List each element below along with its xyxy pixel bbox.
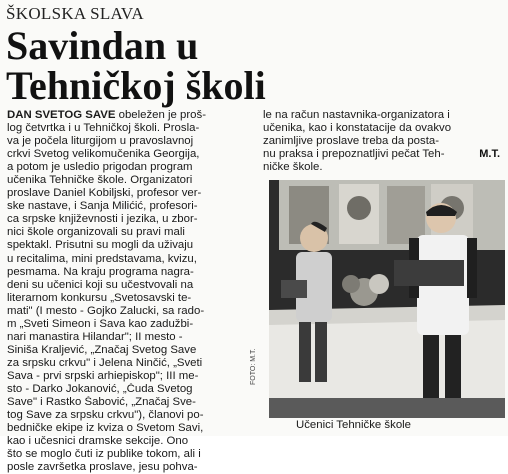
photo-caption: Učenici Tehničke škole [296, 419, 412, 431]
article-text: spektakl. Prisutni su mogli da uživaju [7, 239, 194, 252]
article-text: ca srpske književnosti i jezika, u zbor- [7, 213, 198, 226]
article-text: bedničke ekipe iz kviza o Svetom Savi, [7, 422, 204, 435]
article-text-line [7, 187, 257, 200]
article-text-line: učenika, kao i konstatacije da ovakvo [263, 122, 452, 135]
article-lead: DAN SVETOG SAVE [7, 109, 116, 121]
article-text-line [7, 318, 257, 331]
article-text-line [7, 148, 257, 161]
article-text-line: zanimljive proslave treba da posta- [263, 135, 440, 148]
article-text-line [7, 109, 257, 122]
article-text-line: le na račun nastavnika-organizatora i [263, 109, 450, 121]
article-text: crkvi Svetog velikomučenika Georgija, [7, 148, 200, 161]
article-text-line: nu praksa i prepoznatljivi pečat Teh- [263, 148, 445, 161]
article-text: ske nastave, i Sanja Milićić, profesori- [7, 200, 198, 213]
article-text-line: ničke škole. [263, 161, 323, 174]
article-text-line [7, 253, 257, 266]
students-photo-image [269, 180, 505, 418]
photo-credit: FOTO: M.T. [250, 348, 257, 385]
article-text: kao i učesnici dramske sekcije. Ono [7, 435, 189, 448]
article-text: u recitalima, mini predstavama, kvizu, [7, 252, 197, 265]
article-title [6, 23, 266, 108]
article-text: deni su učenici koji su učestvovali na [7, 278, 194, 291]
article-text: literarnom konkursu „Svetosavski te- [7, 291, 192, 304]
article-text-line [7, 396, 257, 409]
article-text-line [7, 122, 257, 135]
article-text-line [7, 279, 257, 292]
article-text: log četvrtka i u Tehničkoj školi. Prosla- [7, 122, 200, 135]
author-signature: M.T. [479, 148, 500, 160]
article-text: nari manastira Hilandar"; II mesto - [7, 330, 183, 343]
article-text: sto - Darko Jokanović, „Čuda Svetog [7, 382, 193, 395]
article-text: tog Save za srpsku crkvu"), članovi po- [7, 409, 204, 422]
article-text-line [7, 239, 257, 252]
article-text: obeležen je proš- [115, 109, 206, 121]
article-text: posle završetka proslave, jesu pohva- [7, 461, 198, 474]
article-text-line [7, 305, 257, 318]
title-line: Savindan u [6, 23, 199, 68]
article-text: učenika Tehničke škole. Organizatori [7, 174, 193, 187]
article-text-line [7, 370, 257, 383]
article-text: što se moglo čuti iz publike tokom, ali i [7, 448, 201, 461]
article-text-line [7, 292, 257, 305]
article-body-left-column [7, 109, 257, 474]
article-text-line [7, 435, 257, 448]
article-text-line [7, 135, 257, 148]
article-text-line [7, 448, 257, 461]
article-text-line [7, 383, 257, 396]
title-line: Tehničkoj školi [6, 63, 266, 108]
article-text: nici škole organizovali su pravi mali [7, 226, 185, 239]
article-text: a potom je usledio prigodan program [7, 161, 193, 174]
article-photo [269, 180, 505, 418]
article-text-line [7, 161, 257, 174]
article-text-line [7, 213, 257, 226]
article-text-line [7, 357, 257, 370]
article-text: mati" (I mesto - Gojko Zalucki, sa rado- [7, 304, 205, 317]
article-text: za srpsku crkvu" i Jelena Ninčić, „Sveti [7, 356, 203, 369]
article-text-line [7, 200, 257, 213]
article-text: pesmama. Na kraju programa nagra- [7, 265, 194, 278]
article-text: va je počela liturgijom u pravoslavnoj [7, 135, 194, 148]
section-heading: ŠKOLSKA SLAVA [6, 4, 144, 23]
article-text-line [7, 422, 257, 435]
article-text: Sava - prvi srpski arhiepiskop"; III me- [7, 369, 199, 382]
article-body-right-column [263, 109, 504, 174]
article-text-line [7, 344, 257, 357]
article-text: Save" i Rastko Šabović, „Značaj Sve- [7, 396, 196, 409]
article-text-line [7, 409, 257, 422]
article-text: m „Sveti Simeon i Sava kao zadužbi- [7, 317, 194, 330]
article-text: proslave Daniel Kobiljski, profesor ver- [7, 187, 202, 200]
article-text-line [7, 461, 257, 474]
article-text-line [7, 174, 257, 187]
article-text: Siniša Kraljević, „Značaj Svetog Save [7, 343, 197, 356]
article-text-line [7, 226, 257, 239]
article-text-line [7, 266, 257, 279]
article-text-line [7, 331, 257, 344]
